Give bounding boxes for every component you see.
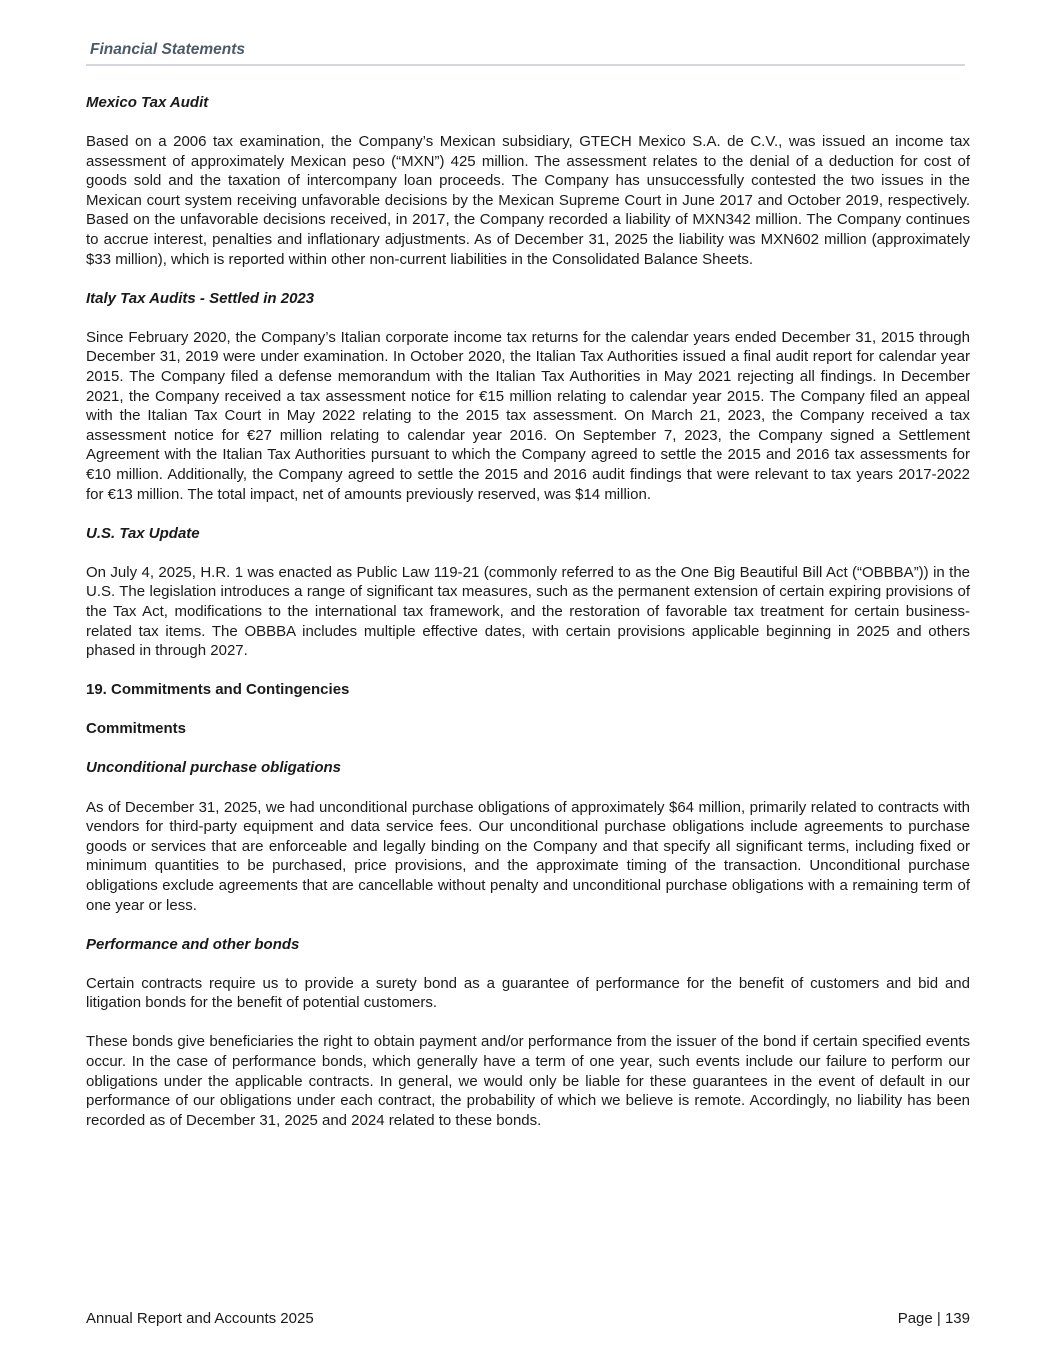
us-tax-update-heading: U.S. Tax Update [86, 524, 200, 542]
commitments-contingencies-heading: 19. Commitments and Contingencies [86, 681, 350, 699]
performance-bonds-paragraph-2: These bonds give beneficiaries the right to obtain payment and/or performance from the issuer of the bond if certain specified events occur. In the case of performance bonds, which generally have a term of one year, such events include our failure to perform our obligations under the applicable contracts. In general, we would only be liable for these guarantees in the event of default in our performance of our obligations under each contract, the probability of which we believe is remote. Accordingly, no liability has been recorded as of December 31, 2025 and 2024 related to these bonds. [86, 1033, 970, 1129]
performance-bonds-heading: Performance and other bonds [86, 935, 300, 953]
mexico-tax-audit-paragraph: Based on a 2006 tax examination, the Company’s Mexican subsidiary, GTECH Mexico S.A. de C.V., was issued an income tax assessment of approximately Mexican peso (“MXN”) 425 million. The assessment relates to the denial of a deduction for cost of goods sold and the taxation of intercompany loan proceeds. The Company has unsuccessfully contested the two issues in the Mexican court system receiving unfavorable decisions by the Mexican Supreme Court in June 2017 and October 2019, respectively. Based on the unfavorable decisions received, in 2017, the Company recorded a liability of MXN342 million. The Company continues to accrue interest, penalties and inflationary adjustments. As of December 31, 2025 the liability was MXN602 million (approximately $33 million), which is reported within other non-current liabilities in the Consolidated Balance Sheets. [86, 133, 970, 268]
purchase-obligations-heading: Unconditional purchase obligations [86, 759, 342, 777]
mexico-tax-audit-heading: Mexico Tax Audit [86, 94, 209, 111]
italy-tax-audits-heading: Italy Tax Audits - Settled in 2023 [86, 289, 315, 307]
document-body [86, 93, 970, 1150]
header-title: Financial Statements [90, 41, 246, 58]
purchase-obligations-paragraph: As of December 31, 2025, we had unconditional purchase obligations of approximately $64 million, primarily related to contracts with vendors for third-party equipment and data service fees. Our unconditional purchase obligations include agreements to purchase goods or services that are enforceable and legally binding on the Company and that specify all significant terms, including fixed or minimum quantities to be purchased, price provisions, and the approximate timing of the transaction. Unconditional purchase obligations exclude agreements that are cancellable without penalty and unconditional purchase obligations with a remaining term of one year or less. [86, 798, 970, 914]
footer-page-number: Page | 139 [897, 1310, 970, 1327]
footer-report-title: Annual Report and Accounts 2025 [86, 1310, 314, 1327]
italy-tax-audits-paragraph: Since February 2020, the Company’s Italian corporate income tax returns for the calendar years ended December 31, 2015 through December 31, 2019 were under examination. In October 2020, the Italian Tax Authorities issued a final audit report for calendar year 2015. The Company filed a defense memorandum with the Italian Tax Authorities in May 2021 rejecting all findings. In December 2021, the Company received a tax assessment notice for €15 million relating to calendar year 2015. The Company filed an appeal with the Italian Tax Court in May 2022 relating to the 2015 tax assessment. On March 21, 2023, the Company received a tax assessment notice for €27 million relating to calendar year 2016. On September 7, 2023, the Company signed a Settlement Agreement with the Italian Tax Authorities pursuant to which the Company agreed to settle the 2015 and 2016 tax assessments for €10 million. Additionally, the Company agreed to settle the 2015 and 2016 audit findings that were relevant to tax years 2017-2022 for €13 million. The total impact, net of amounts previously reserved, was $14 million. [86, 328, 970, 503]
performance-bonds-paragraph-1: Certain contracts require us to provide a surety bond as a guarantee of performance for the benefit of customers and bid and litigation bonds for the benefit of potential customers. [86, 974, 970, 1012]
page-header [86, 38, 965, 66]
us-tax-update-paragraph: On July 4, 2025, H.R. 1 was enacted as Public Law 119-21 (commonly referred to as the One Big Beautiful Bill Act (“OBBBA”)) in the U.S. The legislation introduces a range of significant tax measures, such as the permanent extension of certain expiring provisions of the Tax Act, modifications to the international tax framework, and the restoration of favorable tax treatment for certain business-related tax items. The OBBBA includes multiple effective dates, with certain provisions applicable beginning in 2025 and others phased in through 2027. [86, 563, 970, 660]
commitments-subheading: Commitments [86, 720, 187, 738]
